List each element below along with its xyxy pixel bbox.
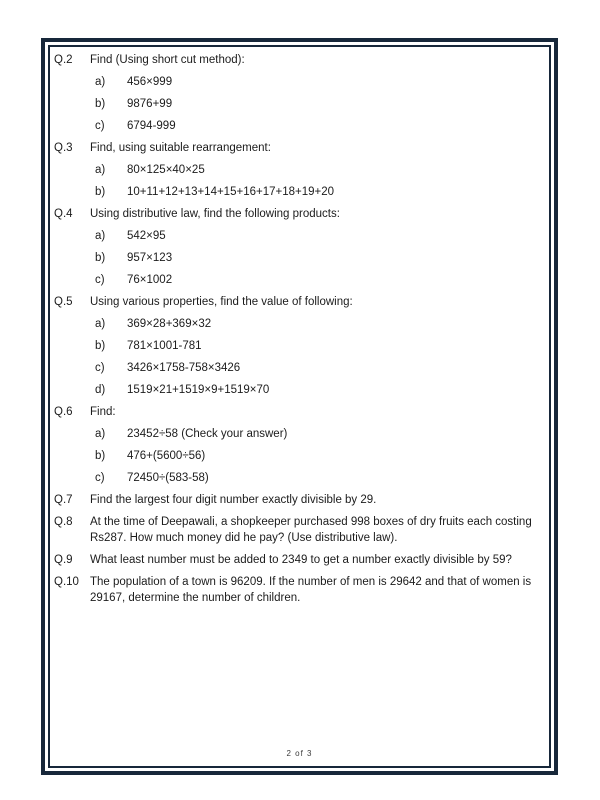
question-text: At the time of Deepawali, a shopkeeper purchased 998 boxes of dry fruits each costing Rs287. How much money did he pay? (Use distributive law).: [90, 516, 532, 544]
option-letter: b): [95, 252, 106, 264]
option-expression: 23452÷58 (Check your answer): [127, 428, 288, 440]
page-footer: 2 of 3: [286, 749, 313, 758]
option-row: [54, 184, 543, 200]
option-expression: 80×125×40×25: [127, 164, 205, 176]
option-row: [54, 316, 543, 332]
question-number: Q.4: [54, 208, 73, 220]
option-expression: 369×28+369×32: [127, 318, 212, 330]
question-text: What least number must be added to 2349 to get a number exactly divisible by 59?: [90, 554, 512, 566]
question-number: Q.10: [54, 576, 79, 588]
question-number: Q.6: [54, 406, 73, 418]
option-letter: a): [95, 230, 106, 242]
option-expression: 456×999: [127, 76, 173, 88]
option-letter: a): [95, 318, 106, 330]
option-letter: d): [95, 384, 106, 396]
question-row: [54, 140, 543, 156]
option-row: [54, 470, 543, 486]
option-row: [54, 338, 543, 354]
page-inner-border: [48, 45, 551, 768]
option-letter: b): [95, 98, 106, 110]
question-text: Using various properties, find the value of following:: [90, 296, 353, 308]
question-number: Q.7: [54, 494, 73, 506]
question-number: Q.8: [54, 516, 73, 528]
option-expression: 72450÷(583-58): [127, 472, 209, 484]
option-row: [54, 448, 543, 464]
option-row: [54, 250, 543, 266]
question-number: Q.9: [54, 554, 73, 566]
option-letter: a): [95, 428, 106, 440]
question-row: [54, 206, 543, 222]
option-expression: 76×1002: [127, 274, 173, 286]
question-number: Q.2: [54, 54, 73, 66]
question-text: Using distributive law, find the following products:: [90, 208, 340, 220]
option-letter: c): [95, 362, 105, 374]
option-letter: c): [95, 274, 105, 286]
question-text: Find the largest four digit number exactly divisible by 29.: [90, 494, 377, 506]
question-row: [54, 552, 543, 568]
page-frame: [41, 38, 558, 775]
option-row: [54, 426, 543, 442]
question-text: The population of a town is 96209. If the number of men is 29642 and that of women is 29167, determine the number of children.: [90, 576, 532, 604]
question-number: Q.3: [54, 142, 73, 154]
option-letter: a): [95, 76, 106, 88]
option-row: [54, 382, 543, 398]
option-row: [54, 272, 543, 288]
question-text: Find, using suitable rearrangement:: [90, 142, 271, 154]
questions-list: [54, 52, 543, 606]
option-expression: 10+11+12+13+14+15+16+17+18+19+20: [127, 186, 335, 198]
question-row: [54, 294, 543, 310]
option-expression: 9876+99: [127, 98, 173, 110]
option-expression: 542×95: [127, 230, 166, 242]
question-row: [54, 574, 543, 606]
question-text: Find (Using short cut method):: [90, 54, 245, 66]
option-letter: c): [95, 472, 105, 484]
option-expression: 957×123: [127, 252, 173, 264]
option-expression: 6794-999: [127, 120, 176, 132]
option-row: [54, 228, 543, 244]
option-letter: b): [95, 450, 106, 462]
option-letter: b): [95, 186, 106, 198]
option-letter: a): [95, 164, 106, 176]
option-expression: 476+(5600÷56): [127, 450, 206, 462]
question-row: [54, 492, 543, 508]
question-text: Find:: [90, 406, 116, 418]
option-expression: 1519×21+1519×9+1519×70: [127, 384, 270, 396]
option-row: [54, 118, 543, 134]
question-row: [54, 404, 543, 420]
option-expression: 781×1001-781: [127, 340, 202, 352]
question-row: [54, 52, 543, 68]
option-letter: c): [95, 120, 105, 132]
option-row: [54, 96, 543, 112]
question-number: Q.5: [54, 296, 73, 308]
option-row: [54, 360, 543, 376]
option-row: [54, 74, 543, 90]
option-expression: 3426×1758-758×3426: [127, 362, 241, 374]
question-row: [54, 514, 543, 546]
option-letter: b): [95, 340, 106, 352]
option-row: [54, 162, 543, 178]
